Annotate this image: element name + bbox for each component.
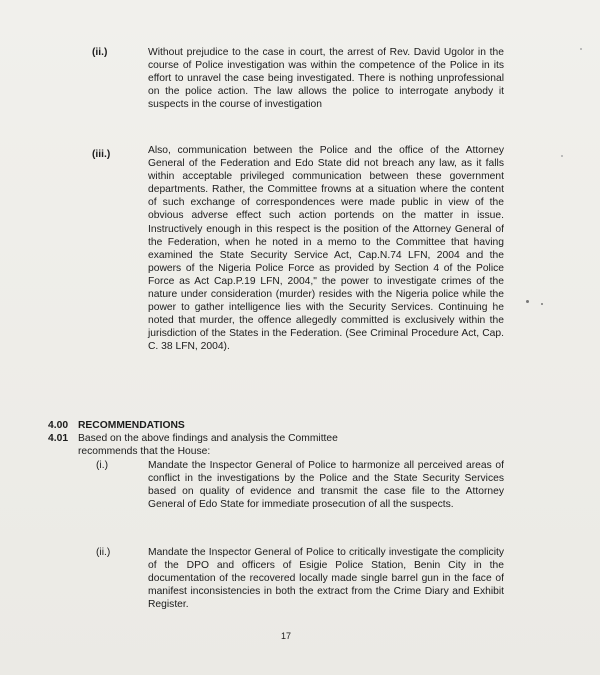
recommendation-text-ii: Mandate the Inspector General of Police to critically investigate the complicity of the DPO and officers of Esigie Police Station, Benin City in the documentation of the recovered locally made single barrel gun in the face of manifest inconsistencies in both the extract from the Crime Diary and Exhibit Register. (148, 547, 504, 611)
scan-speck (561, 155, 563, 157)
item-label-ii: (ii.) (92, 47, 108, 58)
item-label-iii: (iii.) (92, 149, 111, 160)
scan-speck (541, 303, 543, 305)
item-text-iii: Also, communication between the Police and the office of the Attorney General of the Federation and Edo State did not breach any law, as it falls within acceptable privileged communication between these government departments. Rather, the Committee frowns at a situation where the content of such exchange of correspondences were made public in view of the obvious adverse effect such action portends on the matter in issue. Instructively enough in this respect is the position of the Attorney General of the Federation, when he noted in a memo to the Committee that having examined the State Security Service Act, Cap.N.74 LFN, 2004 and the powers of the Nigeria Police Force as provided by Section 4 of the Police Force as Act Cap.P.19 LFN, 2004," the power to investigate crimes of the nature under consideration (murder) resides with the Nigeria police while the power to gather intelligence lies with the Security Services. Continuing he noted that murder, the offence allegedly committed is exclusively within the jurisdiction of the States in the Federation. (See Criminal Procedure Act, Cap. C. 38 LFN, 2004). (148, 145, 504, 353)
section-number: 4.00 (48, 420, 69, 431)
recommendation-label-i: (i.) (96, 460, 109, 471)
item-text-ii: Without prejudice to the case in court, the arrest of Rev. David Ugolor in the course of Police investigation was within the competence of the Police in its effort to unravel the case being investigated. There is nothing unprofessional on the police action. The law allows the police to interrogate anybody it suspects in the course of investigation (148, 47, 504, 111)
subsection-number: 4.01 (48, 433, 69, 444)
page-number: 17 (281, 631, 292, 641)
section-title: RECOMMENDATIONS (78, 420, 185, 431)
recommendation-text-i: Mandate the Inspector General of Police to harmonize all perceived areas of conflict in the investigations by the Police and the State Security Services based on quality of evidence and transmit the case file to the Attorney General of Edo State for immediate prosecution of all the suspects. (148, 460, 504, 511)
scan-speck (580, 48, 582, 50)
recommendation-label-ii: (ii.) (96, 547, 111, 558)
subsection-text: Based on the above findings and analysis the Committee recommends that the House: (78, 433, 338, 458)
scan-speck (526, 300, 529, 303)
